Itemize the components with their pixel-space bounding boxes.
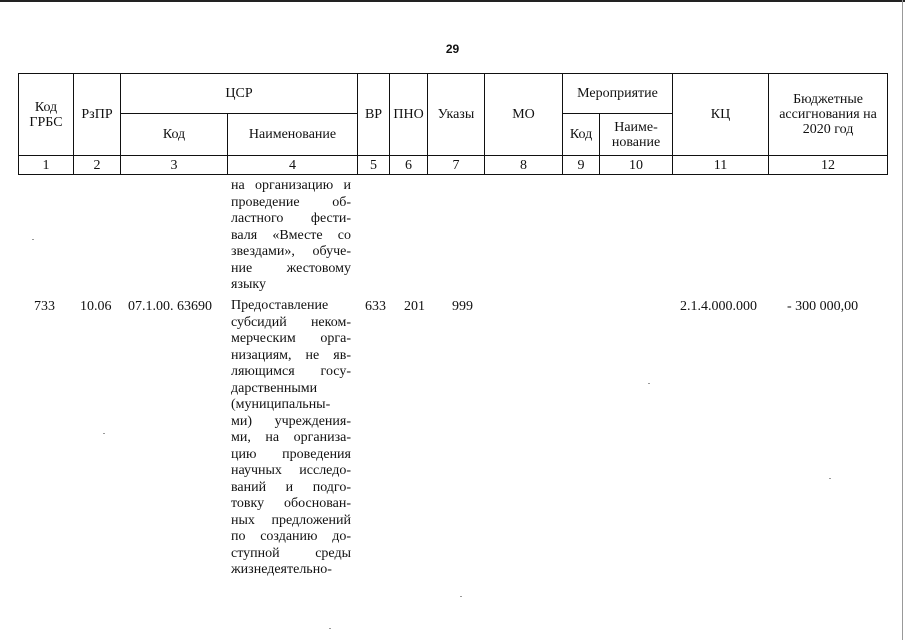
scan-speck (460, 596, 462, 597)
column-number: 5 (358, 156, 390, 175)
scan-speck (103, 433, 105, 434)
header-event-name: Наиме-нование (600, 114, 673, 156)
header-rzpr: РзПР (74, 74, 121, 156)
header-csr: ЦСР (121, 74, 358, 114)
column-number: 12 (769, 156, 888, 175)
name-line: ластного фести- (231, 211, 351, 226)
name-line: Предоставление (231, 298, 329, 313)
header-event: Мероприятие (563, 74, 673, 114)
header-grbs: Код ГРБС (19, 74, 74, 156)
name-line: языку (231, 277, 266, 292)
column-number: 10 (600, 156, 673, 175)
name-line: научных исследо- (231, 463, 351, 478)
column-number: 1 (19, 156, 74, 175)
column-number: 7 (428, 156, 485, 175)
header-event-code: Код (563, 114, 600, 156)
page-right-edge (902, 0, 903, 640)
header-ukazy: Указы (428, 74, 485, 156)
name-line: низациям, не яв- (231, 347, 351, 363)
name-line: (муниципальны- (231, 397, 331, 412)
name-line: ми) учреждения- (231, 413, 351, 429)
name-line: ние жестовому (231, 260, 351, 276)
header-vr: ВР (358, 74, 390, 156)
name-line: ных предложений (231, 512, 351, 528)
name-line: мерческим орга- (231, 331, 351, 346)
name-line: цию проведения (231, 446, 351, 462)
row-kc: 2.1.4.000.000 (680, 299, 757, 314)
name-line: ступной среды (231, 545, 351, 561)
name-line: звездами», обуче- (231, 244, 351, 259)
header-pno: ПНО (390, 74, 428, 156)
row-csr-name (231, 298, 351, 579)
row-csr-code: 07.1.00. 63690 (128, 299, 212, 314)
scan-speck (329, 628, 331, 629)
scan-speck (648, 383, 650, 384)
name-line: ваний и подго- (231, 479, 351, 495)
row-grbs: 733 (34, 299, 55, 314)
page-number: 29 (445, 42, 460, 56)
column-number: 8 (485, 156, 563, 175)
row-amount: - 300 000,00 (787, 299, 859, 314)
name-line: на организацию и (231, 178, 351, 193)
header-kc: КЦ (673, 74, 769, 156)
name-line: проведение об- (231, 194, 351, 210)
name-line: ми, на организа- (231, 430, 351, 445)
name-line: по созданию до- (231, 529, 351, 544)
scan-speck (32, 239, 34, 240)
column-number: 9 (563, 156, 600, 175)
scan-speck (829, 478, 831, 479)
column-number: 4 (228, 156, 358, 175)
row-pno: 201 (404, 299, 425, 314)
page-top-edge (0, 0, 905, 2)
name-line: жизнедеятельно- (231, 562, 332, 577)
column-number: 3 (121, 156, 228, 175)
name-line: валя «Вместе со (231, 227, 351, 243)
header-mo: МО (485, 74, 563, 156)
header-csr-name: Наименование (228, 114, 358, 156)
continuation-name-text (231, 178, 351, 294)
column-number: 11 (673, 156, 769, 175)
budget-table-header (18, 73, 888, 175)
row-ukazy: 999 (452, 299, 473, 314)
column-number: 2 (74, 156, 121, 175)
name-line: ляющимся госу- (231, 364, 351, 379)
name-line: дарственными (231, 380, 318, 396)
name-line: субсидий неком- (231, 314, 351, 330)
name-line: товку обоснован- (231, 496, 351, 511)
column-number: 6 (390, 156, 428, 175)
row-rzpr: 10.06 (80, 299, 112, 314)
header-csr-code: Код (121, 114, 228, 156)
header-budget: Бюджетные ассигнования на 2020 год (769, 74, 888, 156)
row-vr: 633 (365, 299, 386, 314)
